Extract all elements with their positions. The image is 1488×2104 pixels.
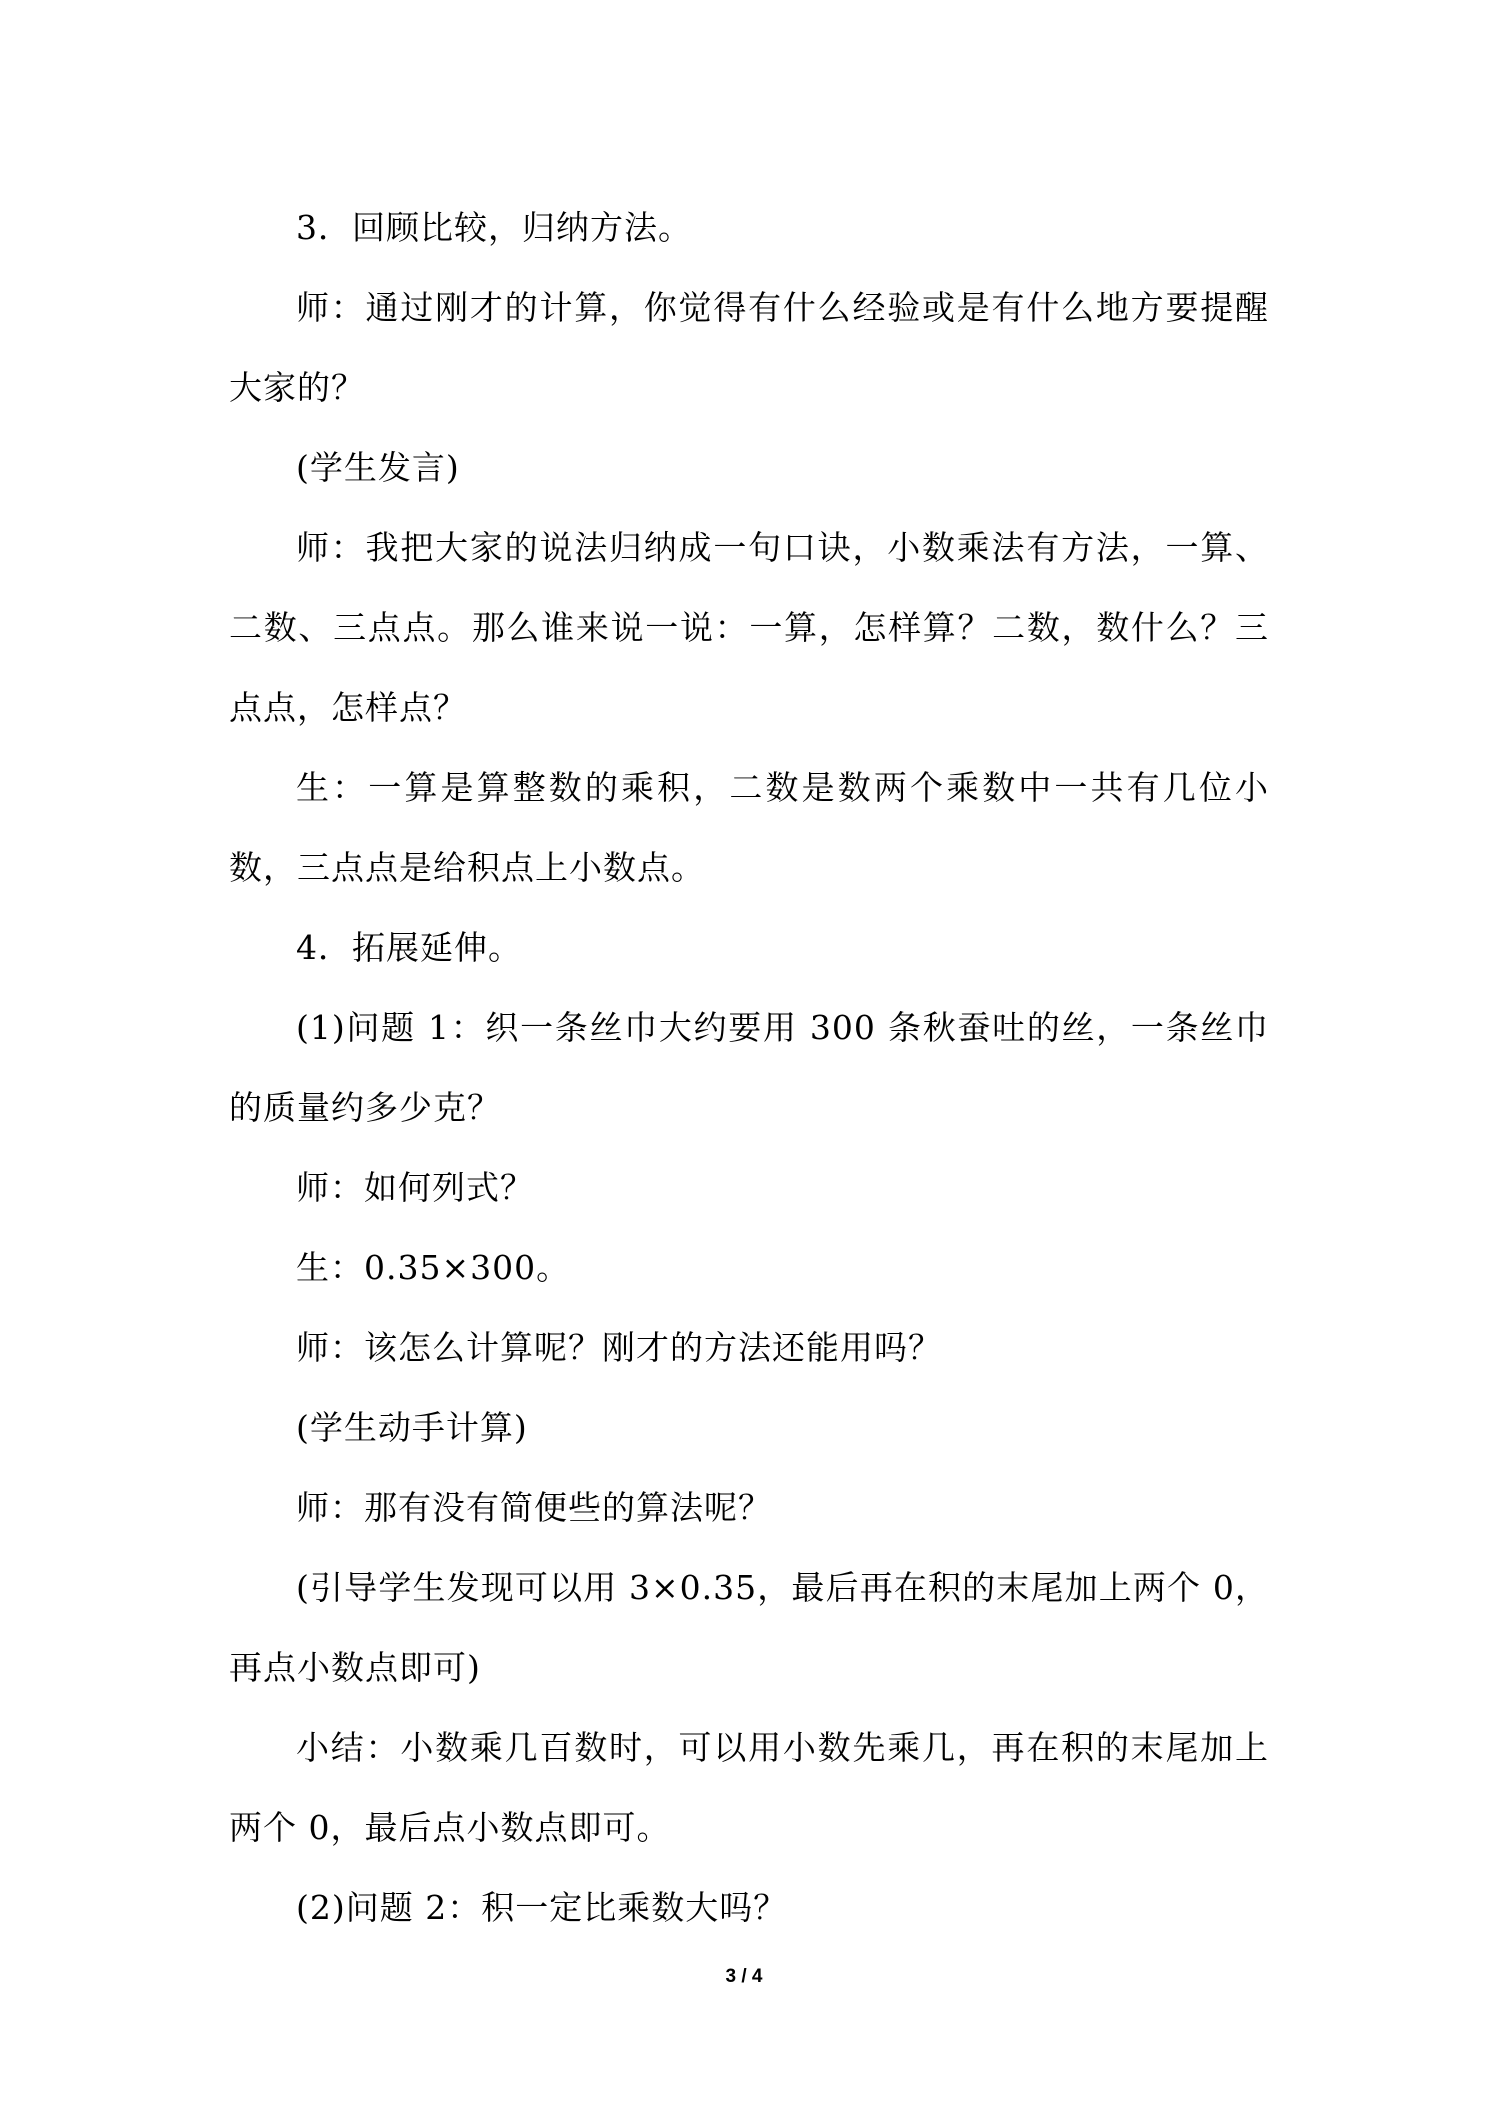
paragraph-student-answer: 生：一算是算整数的乘积，二数是数两个乘数中一共有几位小数，三点点是给积点上小数点。	[229, 768, 1269, 887]
paragraph-teacher-question: 师：通过刚才的计算，你觉得有什么经验或是有什么地方要提醒大家的？	[229, 288, 1269, 407]
paragraph-guidance: (引导学生发现可以用 3×0.35，最后再在积的末尾加上两个 0，再点小数点即可)	[229, 1568, 1269, 1687]
paragraph-teacher-calc: 师：该怎么计算呢？刚才的方法还能用吗？	[296, 1328, 942, 1367]
paragraph-question-1: (1)问题 1：织一条丝巾大约要用 300 条秋蚕吐的丝，一条丝巾的质量约多少克？	[229, 1008, 1269, 1127]
paragraph-section-4-heading: 4．拓展延伸。	[296, 928, 522, 967]
paragraph-question-2: (2)问题 2：积一定比乘数大吗？	[296, 1888, 788, 1927]
paragraph-student-calc: (学生动手计算)	[296, 1408, 528, 1447]
paragraph-section-3-heading: 3．回顾比较，归纳方法。	[296, 208, 692, 247]
document-body	[229, 188, 1269, 1948]
paragraph-student-formula: 生：0.35×300。	[296, 1248, 571, 1287]
paragraph-summary: 小结：小数乘几百数时，可以用小数先乘几，再在积的末尾加上两个 0，最后点小数点即可。	[229, 1728, 1269, 1847]
paragraph-teacher-mnemonic: 师：我把大家的说法归纳成一句口诀，小数乘法有方法，一算、二数、三点点。那么谁来说一说：一算，怎样算？二数，数什么？三点点，怎样点？	[229, 528, 1269, 727]
page-number: 3 / 4	[725, 1966, 763, 1987]
paragraph-teacher-formula: 师：如何列式？	[296, 1168, 534, 1207]
paragraph-student-speak: (学生发言)	[296, 448, 460, 487]
paragraph-teacher-simpler: 师：那有没有简便些的算法呢？	[296, 1488, 772, 1527]
